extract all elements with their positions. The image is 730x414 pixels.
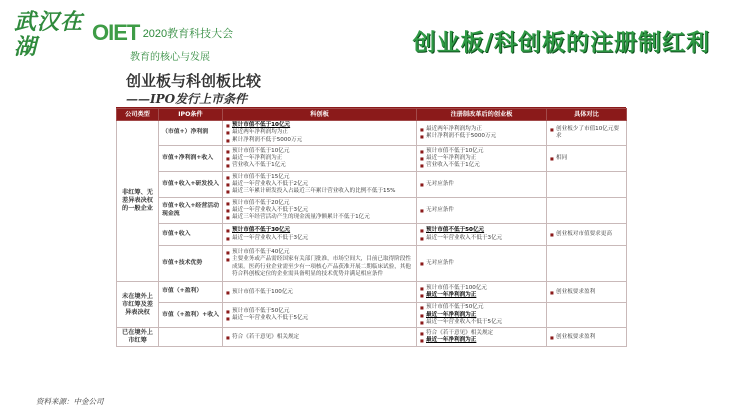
- gem-cell: [417, 282, 547, 303]
- star-market-cell: [223, 282, 417, 303]
- ipo-standard-cell: 市值+收入: [159, 224, 223, 246]
- table-row: [117, 224, 627, 246]
- gem-cell-list: [420, 304, 543, 326]
- source-note: 资料来源：中金公司: [36, 397, 104, 406]
- condition-item: ■ 营业收入不低于1亿元: [226, 162, 413, 169]
- logo-calligraphy: 武汉在湖: [14, 9, 84, 60]
- panel-subtitle: ——IPO发行上市条件: [126, 92, 248, 106]
- comparison-cell-list: [550, 231, 623, 238]
- condition-item: ■ 预计市值不低于40亿元: [226, 249, 413, 256]
- ipo-standard-cell: 市值（+盈利）+收入: [159, 303, 223, 328]
- comparison-cell-list: [550, 334, 623, 341]
- condition-item: ■ 最近一年净利润为正: [420, 292, 543, 299]
- condition-item: ■ 符合《若干意见》相关规定: [420, 330, 543, 337]
- condition-item: ■ 最近三年累计研发投入占最近三年累计营业收入的比例不低于15%: [226, 188, 413, 195]
- gem-cell: [417, 146, 547, 172]
- table-row: [117, 146, 627, 172]
- table-row: [117, 246, 627, 282]
- star-market-cell: [223, 146, 417, 172]
- gem-cell-list: [420, 227, 543, 242]
- gem-cell-list: [420, 260, 543, 267]
- condition-item: ■ 预计市值不低于50亿元: [420, 304, 543, 311]
- comparison-cell: [547, 303, 627, 328]
- condition-item: ■ 创业板要求盈利: [550, 289, 623, 296]
- ipo-standard-cell: 市值+净利润+收入: [159, 146, 223, 172]
- star-market-cell-list: [226, 148, 413, 170]
- condition-item: ■ 预计市值不低于50亿元: [226, 308, 413, 315]
- condition-item: ■ 最近一年净利润为正: [420, 312, 543, 319]
- comparison-cell: [547, 328, 627, 347]
- star-market-cell-list: [226, 334, 413, 341]
- gem-cell: [417, 121, 547, 146]
- comparison-cell: [547, 246, 627, 282]
- condition-item: ■ 最近一年营业收入不低于5亿元: [420, 319, 543, 326]
- gem-cell-list: [420, 285, 543, 300]
- condition-item: ■ 主要业务或产品需经国家有关部门批准，市场空间大，目前已取得阶段性成果。医药行业企业需至少有一项核心产品获准开展二期临床试验，其他符合科创板定位的企业需具备明显的技术优势并满足相应条件: [226, 256, 413, 278]
- panel-title: 创业板与科创板比较: [126, 72, 262, 90]
- comparison-cell: [547, 198, 627, 224]
- condition-item: ■ 预计市值不低于10亿元: [226, 148, 413, 155]
- star-market-cell: [223, 172, 417, 198]
- gem-cell: [417, 224, 547, 246]
- condition-item: ■ 预计市值不低于15亿元: [226, 174, 413, 181]
- gem-cell-list: [420, 207, 543, 214]
- company-type-cell: 已在境外上市红筹: [117, 328, 159, 347]
- condition-item: ■ 最近一年净利润为正: [420, 337, 543, 344]
- comparison-cell: [547, 224, 627, 246]
- ipo-standard-cell: 市值+收入+经营活动现金流: [159, 198, 223, 224]
- condition-item: ■ 预计市值不低于100亿元: [226, 289, 413, 296]
- header-comparison: 具体对比: [547, 109, 627, 121]
- comparison-cell: [547, 282, 627, 303]
- gem-cell: [417, 198, 547, 224]
- condition-item: ■ 最近一年营业收入不低于3亿元: [226, 235, 413, 242]
- star-market-cell: [223, 303, 417, 328]
- condition-item: ■ 最近一年净利润为正: [420, 155, 543, 162]
- star-market-cell-list: [226, 227, 413, 242]
- logo-tagline: 教育的核心与发展: [130, 52, 210, 63]
- condition-item: ■ 无对应条件: [420, 181, 543, 188]
- ipo-standard-cell: 市值+收入+研发投入: [159, 172, 223, 198]
- condition-item: ■ 预计市值不低于30亿元: [226, 227, 413, 234]
- company-type-cell: 未在境外上市红筹及差异表决权: [117, 282, 159, 328]
- table-row: [117, 303, 627, 328]
- slide-title: 创业板/科创板的注册制红利: [412, 30, 710, 56]
- comparison-cell-list: [550, 126, 623, 141]
- condition-item: ■ 无对应条件: [420, 260, 543, 267]
- star-market-cell-list: [226, 122, 413, 144]
- gem-cell: [417, 303, 547, 328]
- comparison-cell-list: [550, 155, 623, 162]
- star-market-cell-list: [226, 249, 413, 279]
- condition-item: ■ 相同: [550, 155, 623, 162]
- header-company-type: 公司类型: [117, 109, 159, 121]
- table-row: [117, 121, 627, 146]
- condition-item: ■ 预计市值不低于100亿元: [420, 285, 543, 292]
- condition-item: ■ 最近一年营业收入不低于3亿元: [420, 235, 543, 242]
- comparison-cell: [547, 146, 627, 172]
- condition-item: ■ 预计市值不低于10亿元: [420, 148, 543, 155]
- header-star-market: 科创板: [223, 109, 417, 121]
- ipo-standard-cell: [159, 328, 223, 347]
- condition-item: ■ 创业板要求盈利: [550, 334, 623, 341]
- star-market-cell: [223, 224, 417, 246]
- condition-item: ■ 符合《若干意见》相关规定: [226, 334, 413, 341]
- star-market-cell-list: [226, 308, 413, 323]
- event-logo: [6, 8, 234, 78]
- header-gem-after-reform: 注册制改革后的创业板: [417, 109, 547, 121]
- gem-cell-list: [420, 126, 543, 141]
- comparison-cell: [547, 121, 627, 146]
- condition-item: ■ 创业板少了市值10亿元要求: [550, 126, 623, 141]
- gem-cell-list: [420, 181, 543, 188]
- gem-cell: [417, 172, 547, 198]
- condition-item: ■ 最近一年营业收入不低于2亿元: [226, 181, 413, 188]
- logo-brand: [92, 20, 233, 46]
- condition-item: ■ 最近两年净利润均为正: [226, 129, 413, 136]
- condition-item: ■ 最近一年营业收入不低于5亿元: [226, 315, 413, 322]
- star-market-cell-list: [226, 289, 413, 296]
- comparison-table: [116, 108, 627, 347]
- star-market-cell: [223, 198, 417, 224]
- condition-item: ■ 创业板对市值要求更高: [550, 231, 623, 238]
- condition-item: ■ 累计净利润不低于5000万元: [420, 133, 543, 140]
- logo-event-name: 2020教育科技大会: [142, 28, 234, 40]
- logo-brand-name: OIET: [92, 20, 140, 45]
- condition-item: ■ 最近两年净利润均为正: [420, 126, 543, 133]
- gem-cell: [417, 246, 547, 282]
- table-row: [117, 172, 627, 198]
- table-row: [117, 328, 627, 347]
- condition-item: ■ 预计市值不低于50亿元: [420, 227, 543, 234]
- table-header-row: [117, 109, 627, 121]
- ipo-standard-cell: 市值+技术优势: [159, 246, 223, 282]
- star-market-cell: [223, 246, 417, 282]
- condition-item: ■ 累计净利润不低于5000万元: [226, 137, 413, 144]
- table-row: [117, 198, 627, 224]
- gem-cell-list: [420, 148, 543, 170]
- ipo-standard-cell: 市值（+盈利）: [159, 282, 223, 303]
- star-market-cell: [223, 328, 417, 347]
- star-market-cell-list: [226, 174, 413, 196]
- star-market-cell: [223, 121, 417, 146]
- condition-item: ■ 营业收入不低于1亿元: [420, 162, 543, 169]
- table-row: [117, 282, 627, 303]
- comparison-cell-list: [550, 289, 623, 296]
- condition-item: ■ 无对应条件: [420, 207, 543, 214]
- gem-cell-list: [420, 330, 543, 345]
- condition-item: ■ 最近三年经营活动产生的现金流量净额累计不低于1亿元: [226, 214, 413, 221]
- star-market-cell-list: [226, 200, 413, 222]
- condition-item: ■ 最近一年营业收入不低于3亿元: [226, 207, 413, 214]
- comparison-table-body: [117, 121, 627, 347]
- header-ipo-condition: IPO条件: [159, 109, 223, 121]
- ipo-standard-cell: （市值+）净利润: [159, 121, 223, 146]
- condition-item: ■ 预计市值不低于10亿元: [226, 122, 413, 129]
- condition-item: ■ 最近一年净利润为正: [226, 155, 413, 162]
- company-type-cell: 非红筹、无差异表决权的一般企业: [117, 121, 159, 282]
- condition-item: ■ 预计市值不低于20亿元: [226, 200, 413, 207]
- comparison-cell: [547, 172, 627, 198]
- gem-cell: [417, 328, 547, 347]
